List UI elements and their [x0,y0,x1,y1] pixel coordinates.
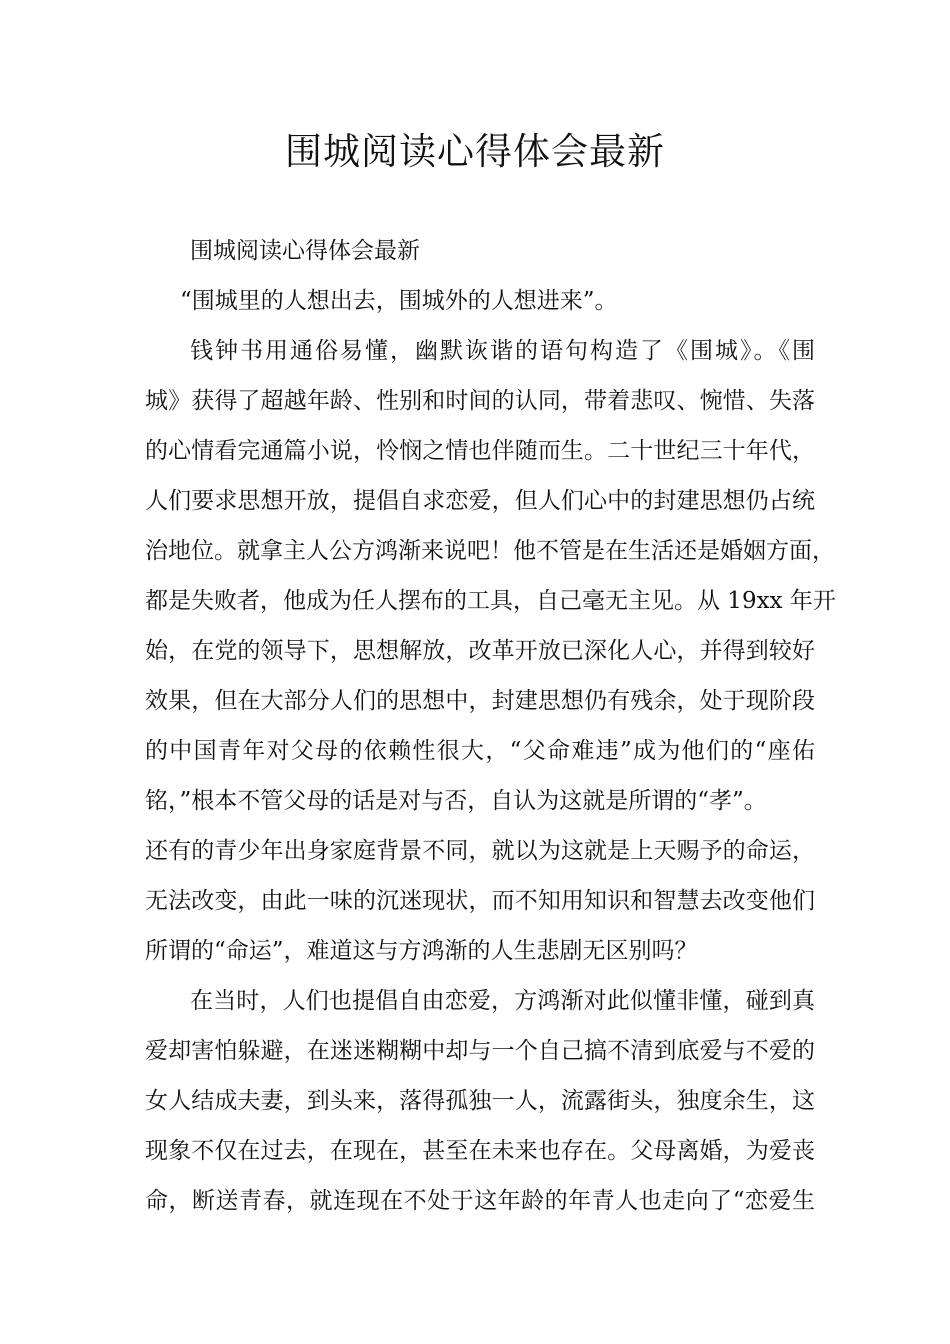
body-line: 都是失败者，他成为任人摆布的工具，自己毫无主见。从 19xx 年开 [145,588,836,614]
body-line: 现象不仅在过去，在现在，甚至在未来也存在。父母离婚，为爱丧 [145,1138,815,1164]
body-line: 无法改变，由此一味的沉迷现状，而不知用知识和智慧去改变他们 [145,888,815,914]
body-line: 治地位。就拿主人公方鸿渐来说吧！他不管是在生活还是婚姻方面， [145,538,835,564]
body-line: 钱钟书用通俗易懂，幽默诙谐的语句构造了《围城》。《围 [190,338,815,364]
body-line: 的心情看完通篇小说，怜悯之情也伴随而生。二十世纪三十年代， [145,438,815,464]
body-line: 始，在党的领导下，思想解放，改革开放已深化人心，并得到较好 [145,638,815,664]
body-line: 还有的青少年出身家庭背景不同，就以为这就是上天赐予的命运， [145,838,815,864]
body-line: 效果，但在大部分人们的思想中，封建思想仍有残余，处于现阶段 [145,688,815,714]
body-line: 人们要求思想开放，提倡自求恋爱，但人们心中的封建思想仍占统 [145,488,815,514]
body-line: 命，断送青春，就连现在不处于这年龄的年青人也走向了“恋爱生 [145,1188,815,1214]
body-line: 城》获得了超越年龄、性别和时间的认同，带着悲叹、惋惜、失落 [145,388,815,414]
body-line: “围城里的人想出去，围城外的人想进来”。 [180,288,618,314]
body-line: 所谓的“命运”，难道这与方鸿渐的人生悲剧无区别吗？ [145,938,698,964]
body-line: 铭，”根本不管父母的话是对与否，自认为这就是所谓的“孝”。 [145,788,767,814]
body-line: 围城阅读心得体会最新 [190,238,420,264]
body-line: 的中国青年对父母的依赖性很大，“父命难违”成为他们的“座佑 [145,738,815,764]
body-line: 在当时，人们也提倡自由恋爱，方鸿渐对此似懂非懂，碰到真 [190,988,815,1014]
body-line: 女人结成夫妻，到头来，落得孤独一人，流露街头，独度余生，这 [145,1088,815,1114]
body-line: 爱却害怕躲避，在迷迷糊糊中却与一个自己搞不清到底爱与不爱的 [145,1038,815,1064]
document-title: 围城阅读心得体会最新 [285,130,665,173]
